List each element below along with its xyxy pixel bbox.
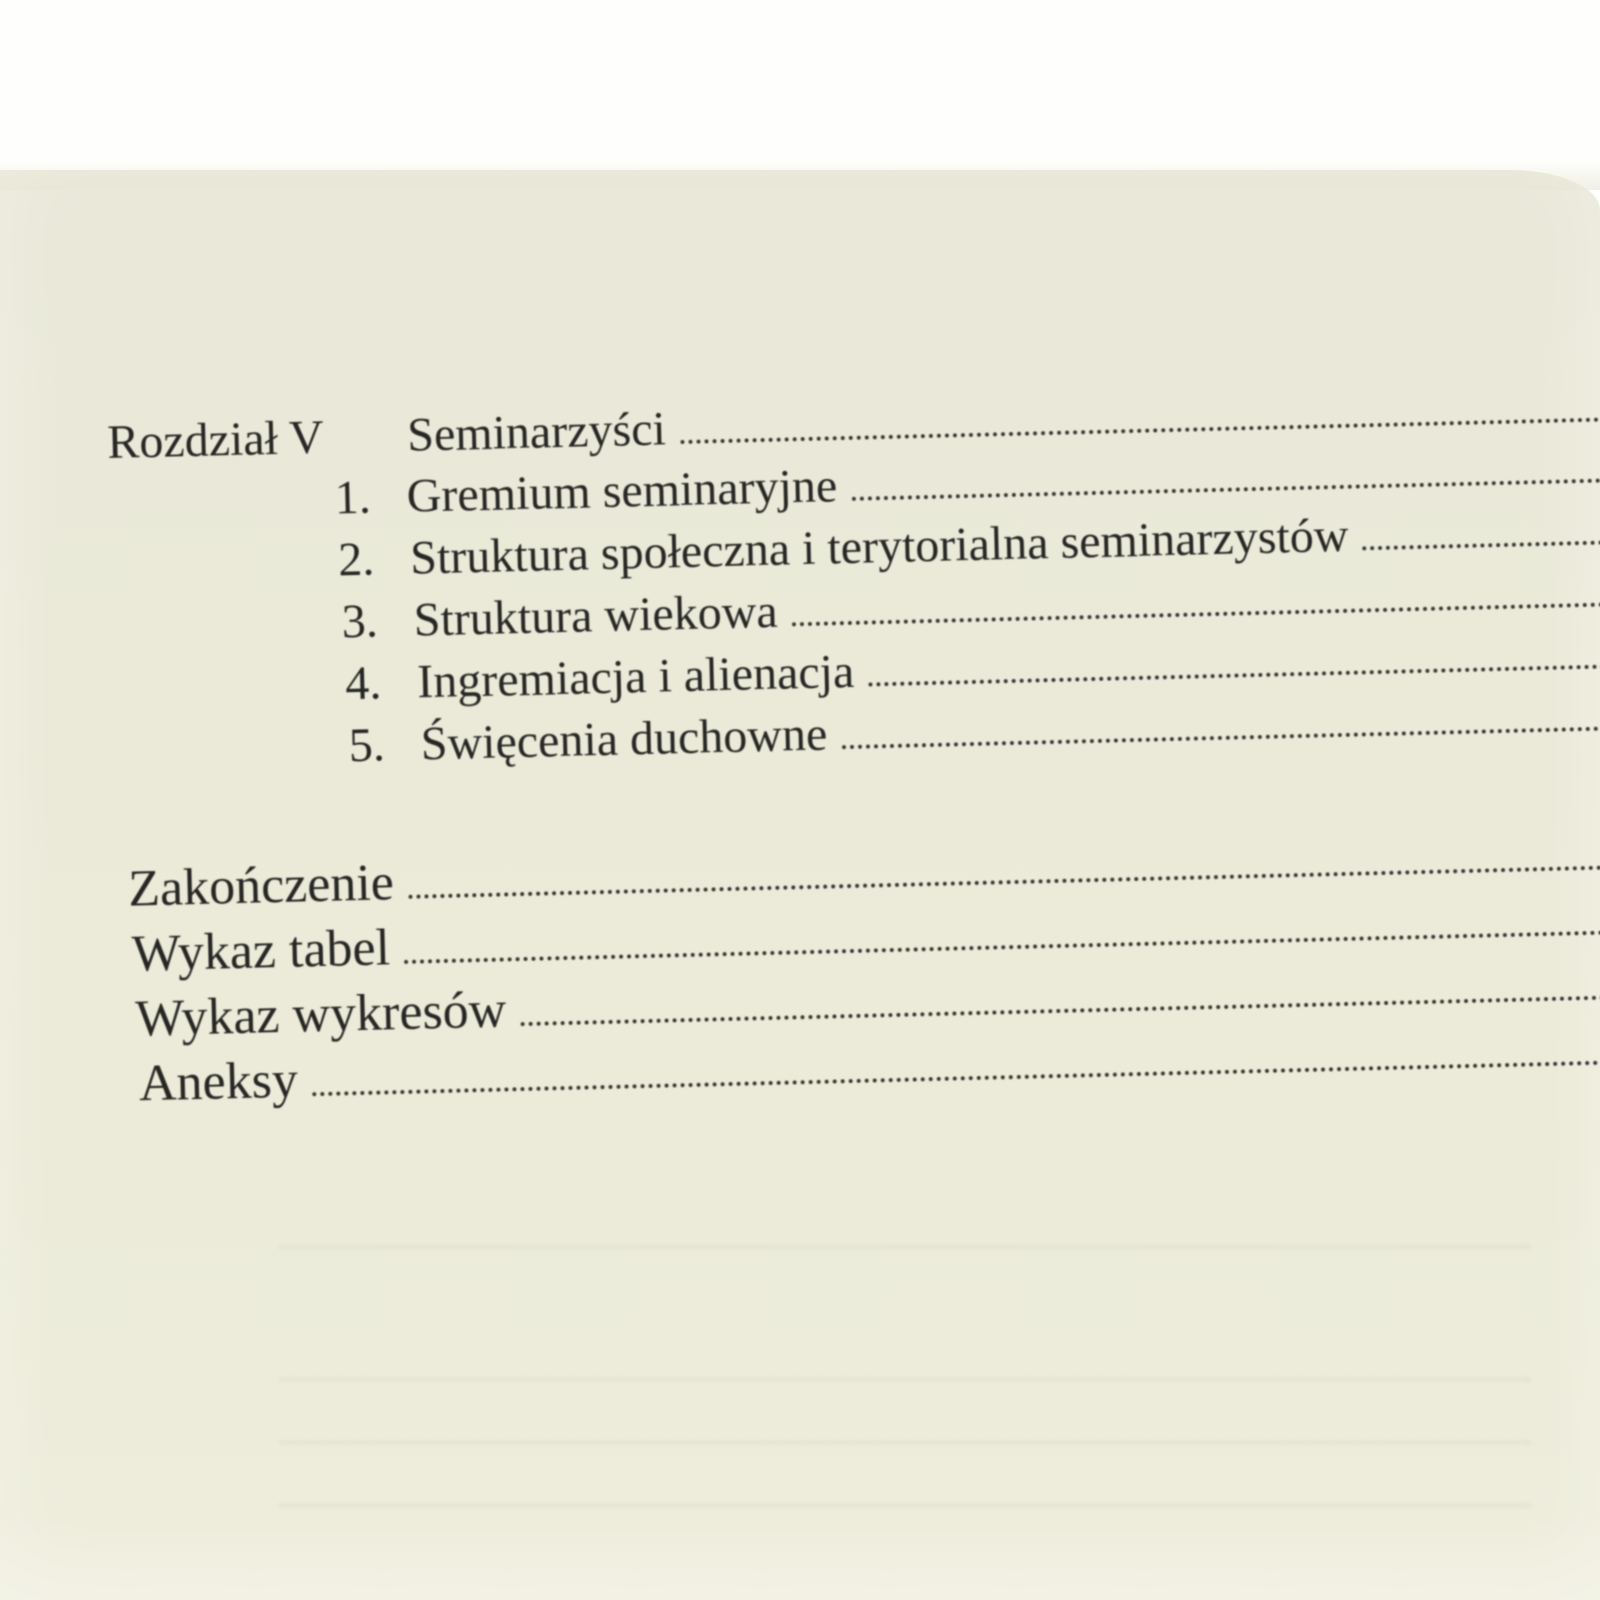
- back-matter-title: Aneksy: [138, 1051, 299, 1113]
- back-matter-title: Zakończenie: [127, 854, 395, 918]
- dot-leader: [680, 417, 1600, 444]
- back-matter-title: Wykaz tabel: [131, 919, 391, 983]
- section-title: Struktura społeczna i terytorialna seminarzystów: [409, 508, 1349, 585]
- section-title: Ingremiacja i alienacja: [416, 644, 855, 709]
- section-number: 5.: [348, 718, 386, 773]
- section-title: Gremium seminaryjne: [406, 459, 838, 523]
- dot-leader: [312, 1059, 1600, 1096]
- section-title: Struktura wiekowa: [413, 584, 779, 647]
- dot-leader: [520, 994, 1600, 1026]
- back-matter-title: Wykaz wykresów: [134, 981, 507, 1048]
- chapter-label: Rozdział V: [106, 410, 325, 470]
- dot-leader: [851, 478, 1600, 501]
- dot-leader: [1363, 540, 1600, 551]
- section-title: Święcenia duchowne: [420, 707, 828, 771]
- dot-leader: [792, 602, 1600, 627]
- chapter-title: Seminarzyści: [406, 402, 667, 462]
- section-number: 2.: [337, 532, 375, 587]
- dot-leader: [841, 726, 1600, 750]
- section-number: 1.: [334, 470, 372, 525]
- section-number: 4.: [344, 656, 382, 711]
- section-number: 3.: [341, 594, 379, 649]
- dot-leader: [868, 664, 1600, 687]
